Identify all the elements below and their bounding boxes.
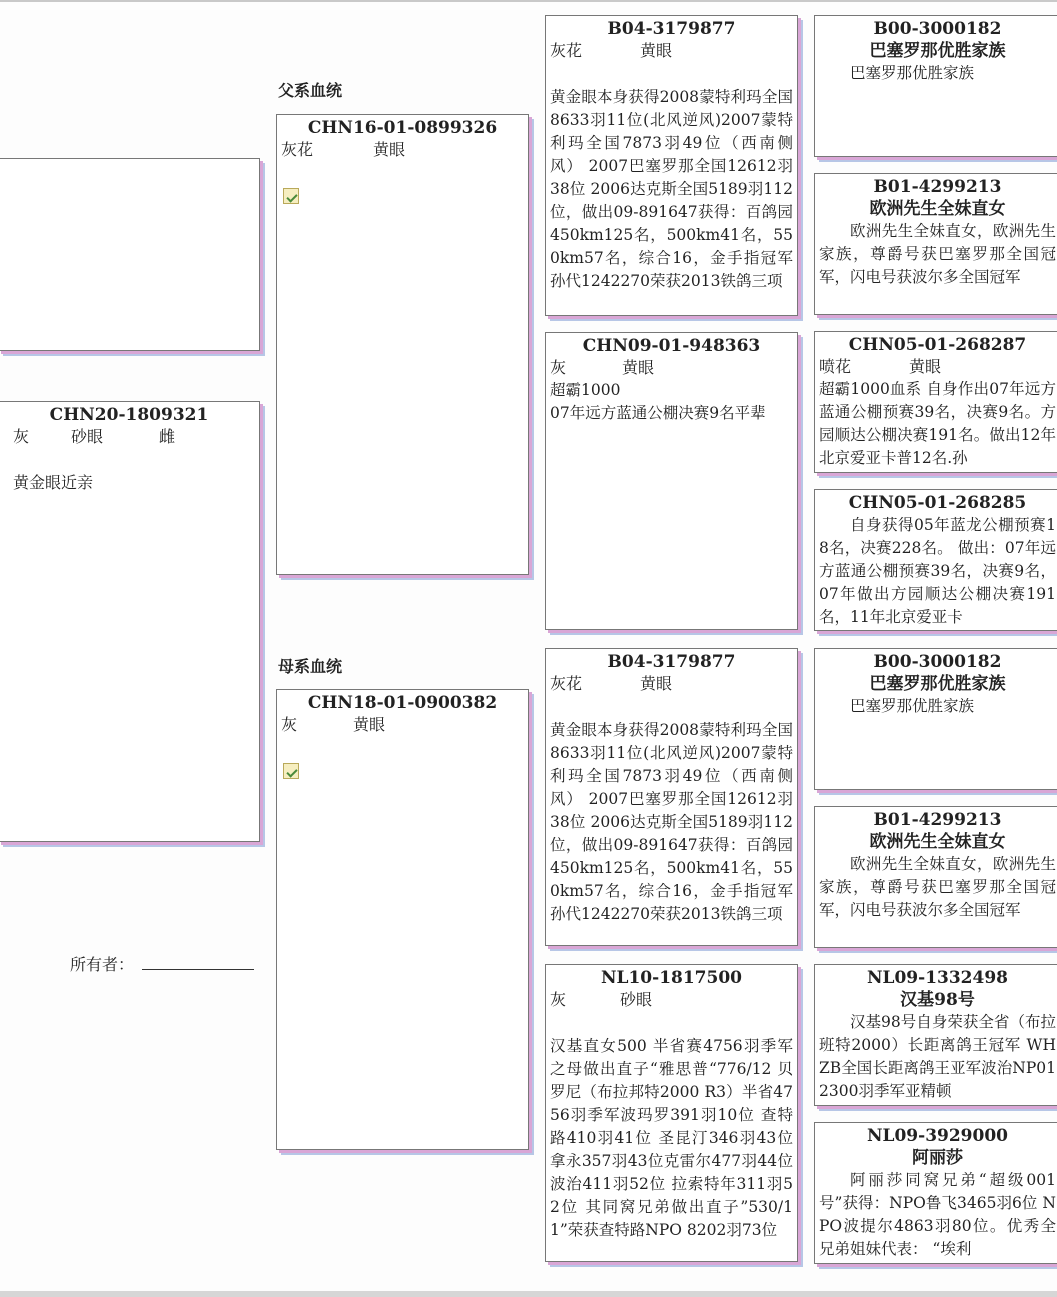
gen4-ring: B00-3000182 bbox=[873, 19, 1002, 39]
gen4-card bbox=[814, 173, 1057, 315]
gen4-name: 巴塞罗那优胜家族 bbox=[869, 41, 1006, 61]
gen4-card bbox=[814, 489, 1057, 631]
sire-eye: 黄眼 bbox=[373, 140, 406, 159]
gen4-card bbox=[814, 331, 1057, 473]
gen3-line1: 超霸1000 bbox=[550, 381, 621, 399]
gen4-name: 巴塞罗那优胜家族 bbox=[869, 674, 1006, 694]
gen3-eye: 砂眼 bbox=[620, 990, 653, 1009]
mother-line-label: 母系血统 bbox=[278, 657, 343, 676]
gen3-attributes bbox=[546, 673, 797, 695]
gen4-ring: B00-3000182 bbox=[873, 652, 1002, 672]
subject-note: 黄金眼近亲 bbox=[13, 473, 94, 492]
sire-ring: CHN16-01-0899326 bbox=[307, 118, 498, 138]
gen3-ring: B04-3179877 bbox=[607, 19, 736, 39]
subject-eye: 砂眼 bbox=[71, 427, 104, 446]
gen3-ring: CHN09-01-948363 bbox=[582, 336, 761, 356]
gen4-card bbox=[814, 1122, 1057, 1264]
gen4-description: 巴塞罗那优胜家族 bbox=[850, 64, 975, 82]
gen4-name: 欧洲先生全妹直女 bbox=[869, 199, 1006, 219]
sire-color: 灰花 bbox=[281, 140, 314, 159]
gen4-card bbox=[814, 648, 1057, 790]
gen3-color: 灰 bbox=[550, 990, 567, 1009]
gen3-eye: 黄眼 bbox=[640, 41, 673, 60]
dam-card bbox=[276, 689, 529, 1150]
gen4-description: 欧洲先生全妹直女，欧洲先生家族，尊爵号获巴塞罗那全国冠军，闪电号获波尔多全国冠军 bbox=[819, 222, 1056, 286]
subject-sex: 雌 bbox=[159, 427, 176, 446]
gen4-ring: B01-4299213 bbox=[873, 177, 1002, 197]
gen4-description: 自身获得05年蓝龙公棚预赛18名，决赛228名。 做出：07年远方蓝通公棚预赛39名，决赛9名，07年做出方园顺达公棚决赛191名，11年北京爱亚卡 bbox=[819, 516, 1056, 626]
dam-eye: 黄眼 bbox=[353, 715, 386, 734]
gen3-attributes bbox=[546, 357, 797, 379]
gen4-description: 巴塞罗那优胜家族 bbox=[850, 697, 975, 715]
gen4-card bbox=[814, 15, 1057, 157]
note-icon[interactable] bbox=[283, 763, 299, 779]
gen3-color: 灰花 bbox=[550, 41, 583, 60]
gen3-card bbox=[545, 332, 798, 630]
gen4-name: 阿丽莎 bbox=[912, 1148, 963, 1168]
gen3-description: 07年远方蓝通公棚决赛9名平辈 bbox=[550, 404, 766, 422]
empty-pedigree-box bbox=[0, 158, 260, 351]
sire-attributes bbox=[277, 139, 528, 161]
dam-color: 灰 bbox=[281, 715, 298, 734]
gen4-card bbox=[814, 964, 1057, 1106]
gen3-description: 黄金眼本身获得2008蒙特利玛全国8633羽11位(北风逆风)2007蒙特利玛全国7873羽49位（西南侧风） 2007巴塞罗那全国12612羽38位 2006达克斯全国5189羽112位，做出09-891647获得：百鸽园450km125名，500km41名，550km57名，综合16，金手指冠军孙代1242270荣获2013铁鸽三项 bbox=[550, 721, 793, 923]
gen4-description: 欧洲先生全妹直女，欧洲先生家族，尊爵号获巴塞罗那全国冠军，闪电号获波尔多全国冠军 bbox=[819, 855, 1056, 919]
gen3-card bbox=[545, 15, 798, 316]
bottom-border bbox=[0, 1291, 1057, 1297]
gen4-description: 汉基98号自身荣获全省（布拉班特2000）长距离鸽王冠军 WHZB全国长距离鸽王亚军波治NP012300羽季军亚精顿 bbox=[819, 1013, 1056, 1100]
gen3-color: 灰 bbox=[550, 358, 567, 377]
gen4-color: 喷花 bbox=[819, 357, 852, 376]
owner-label: 所有者： bbox=[70, 955, 135, 974]
gen3-card bbox=[545, 964, 798, 1262]
subject-color: 灰 bbox=[13, 427, 30, 446]
gen4-name: 欧洲先生全妹直女 bbox=[869, 832, 1006, 852]
note-icon[interactable] bbox=[283, 188, 299, 204]
gen3-color: 灰花 bbox=[550, 674, 583, 693]
gen4-ring: NL09-3929000 bbox=[866, 1126, 1008, 1146]
father-line-label: 父系血统 bbox=[278, 81, 343, 100]
gen3-attributes bbox=[546, 40, 797, 62]
gen4-description: 阿丽莎同窝兄弟“超级001号”获得：NPO鲁飞3465羽6位 NPO波提尔4863羽80位。优秀全兄弟姐妹代表： “埃利 bbox=[819, 1171, 1056, 1258]
top-border bbox=[0, 0, 1057, 2]
subject-ring: CHN20-1809321 bbox=[49, 405, 209, 425]
gen4-name: 汉基98号 bbox=[900, 990, 975, 1010]
gen4-card bbox=[814, 806, 1057, 948]
gen3-ring: B04-3179877 bbox=[607, 652, 736, 672]
gen3-eye: 黄眼 bbox=[640, 674, 673, 693]
dam-attributes bbox=[277, 714, 528, 736]
gen3-eye: 黄眼 bbox=[622, 358, 655, 377]
gen3-ring: NL10-1817500 bbox=[600, 968, 742, 988]
gen3-description: 黄金眼本身获得2008蒙特利玛全国8633羽11位(北风逆风)2007蒙特利玛全国7873羽49位（西南侧风） 2007巴塞罗那全国12612羽38位 2006达克斯全国5189羽112位，做出09-891647获得：百鸽园450km125名，500km41名，550km57名，综合16，金手指冠军孙代1242270荣获2013铁鸽三项 bbox=[550, 88, 793, 290]
gen4-ring: CHN05-01-268285 bbox=[848, 493, 1027, 513]
dam-ring: CHN18-01-0900382 bbox=[307, 693, 498, 713]
gen4-eye: 黄眼 bbox=[909, 357, 942, 376]
subject-card bbox=[0, 401, 260, 842]
gen4-description: 超霸1000血系 自身作出07年远方蓝通公棚预赛39名，决赛9名。方园顺达公棚决赛191名。做出12年北京爱亚卡普12名.孙 bbox=[819, 380, 1056, 467]
owner-field[interactable] bbox=[142, 969, 254, 970]
gen3-attributes bbox=[546, 989, 797, 1011]
gen3-description: 汉基直女500 半省赛4756羽季军之母做出直子“雅思普“776/12 贝罗尼（布拉邦特2000 R3）半省4756羽季军波玛罗391羽10位 查特路410羽41位 圣昆汀346羽43位 拿永357羽43位克雷尔477羽44位 波治411羽52位 拉索特年311羽52位 其同窝兄弟做出直子”530/11”荣获查特路NPO 8202羽73位 bbox=[550, 1037, 793, 1239]
gen4-attributes bbox=[815, 356, 1057, 378]
gen4-ring: NL09-1332498 bbox=[866, 968, 1008, 988]
gen4-ring: B01-4299213 bbox=[873, 810, 1002, 830]
gen4-ring: CHN05-01-268287 bbox=[848, 335, 1027, 355]
gen3-card bbox=[545, 648, 798, 946]
sire-card bbox=[276, 114, 529, 575]
subject-attributes bbox=[0, 426, 259, 448]
